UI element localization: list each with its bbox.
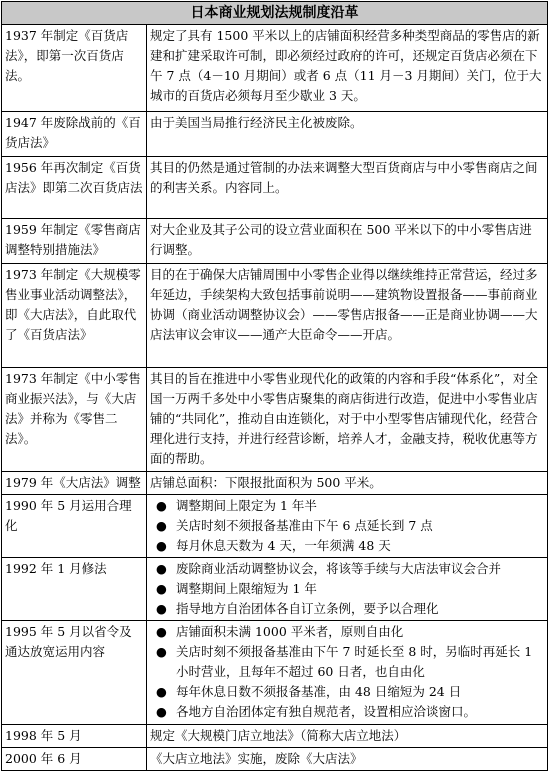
event-cell: 1998 年 5 月 — [2, 725, 147, 748]
list-item — [150, 702, 544, 722]
list-item-text: 调整期间上限定为 1 年半 — [176, 498, 317, 513]
list-item-text: 每月休息天数为 4 天，一年须满 48 天 — [176, 538, 391, 553]
content-cell: 其目的旨在推进中小零售业现代化的政策的内容和手段“体系化”，对全国一万两千多处中小零售店聚集的商店街进行改造，促进中小零售业店铺的“共同化”，推动自由连锁化，对于中小型零售店铺现代化，经营合理化进行支持，并进行经营诊断，培养人才，金融支持，税收优惠等方面的帮助。 — [147, 368, 548, 472]
table-row — [2, 621, 548, 725]
event-cell: 1973 年制定《大规模零售业事业活动调整法》，即《大店法》，自此取代了《百货店法》 — [2, 264, 147, 368]
table-row — [2, 219, 548, 264]
table-title: 日本商业规划法规制度沿革 — [2, 2, 548, 25]
content-cell: 规定《大规模门店立地法》（简称大店立地法） — [147, 725, 548, 748]
list-item-text: 废除商业活动调整协议会，将该等手续与大店法审议会合并 — [176, 561, 502, 576]
list-item-text: 各地方自治团体定有独自规范者，设置相应洽谈窗口。 — [176, 704, 477, 719]
list-item-text: 关店时刻不须报备基准由下午 7 时延长至 8 时，另临时再延长 1 小时营业，且每年不超过 60 日者，也自由化 — [176, 644, 533, 679]
event-cell: 2000 年 6 月 — [2, 748, 147, 771]
list-item — [150, 599, 544, 619]
bullet-icon: ● — [156, 684, 167, 699]
list-item-text: 指导地方自治团体各自订立条例，要予以合理化 — [176, 601, 439, 616]
list-item — [150, 579, 544, 599]
bullet-icon: ● — [156, 644, 167, 659]
table-row — [2, 25, 548, 112]
event-cell: 1973 年制定《中小零售商业振兴法》，与《大店法》并称为《零售二法》。 — [2, 368, 147, 472]
content-cell: 目的在于确保大店铺周围中小零售企业得以继续维持正常营运，经过多年延边，手续架构大致包括事前说明——建筑物设置报备——事前商业协调（商业活动调整协议会）——零售店报备——正是商业协调——大店法审议会审议——通产大臣命令——开店。 — [147, 264, 548, 368]
table-row — [2, 264, 548, 368]
bullet-icon: ● — [156, 561, 167, 576]
table-title-row — [2, 2, 548, 25]
table-row — [2, 112, 548, 157]
regulation-history-table — [1, 1, 548, 771]
list-item — [150, 559, 544, 579]
bullet-list — [150, 496, 544, 556]
content-cell: 由于美国当局推行经济民主化被废除。 — [147, 112, 548, 157]
list-item-text: 调整期间上限缩短为 1 年 — [176, 581, 317, 596]
table-row — [2, 558, 548, 621]
list-item — [150, 516, 544, 536]
list-item-text: 每年休息日数不须报备基准，由 48 日缩短为 24 日 — [176, 684, 462, 699]
bullet-icon: ● — [156, 601, 167, 616]
bullet-icon: ● — [156, 498, 167, 513]
event-cell: 1956 年再次制定《百货店法》即第二次百货店法 — [2, 157, 147, 219]
bullet-list — [150, 622, 544, 722]
bullet-icon: ● — [156, 538, 167, 553]
list-item-text: 店铺面积未满 1000 平米者，原则自由化 — [176, 624, 404, 639]
bullet-icon: ● — [156, 518, 167, 533]
content-cell: 《大店立地法》实施，废除《大店法》 — [147, 748, 548, 771]
content-cell: 店铺总面积：下限报批面积为 500 平米。 — [147, 472, 548, 495]
list-item-text: 关店时刻不须报备基准由下午 6 点延长到 7 点 — [176, 518, 433, 533]
event-cell: 1990 年 5 月运用合理化 — [2, 495, 147, 558]
table-row — [2, 725, 548, 748]
event-cell: 1959 年制定《零售商店调整特别措施法》 — [2, 219, 147, 264]
list-item — [150, 642, 544, 682]
event-cell: 1979 年《大店法》调整 — [2, 472, 147, 495]
content-cell: 对大企业及其子公司的设立营业面积在 500 平米以下的中小零售店进行调整。 — [147, 219, 548, 264]
event-cell: 1992 年 1 月修法 — [2, 558, 147, 621]
content-cell: 其目的仍然是通过管制的办法来调整大型百货商店与中小零售商店之间的利害关系。内容同上。 — [147, 157, 548, 219]
bullet-list — [150, 559, 544, 619]
content-cell — [147, 621, 548, 725]
event-cell: 1937 年制定《百货店法》，即第一次百货店法。 — [2, 25, 147, 112]
bullet-icon: ● — [156, 581, 167, 596]
table-row — [2, 748, 548, 771]
content-cell: 规定了具有 1500 平米以上的店铺面积经营多种类型商品的零售店的新建和扩建采取许可制，即必须经过政府的许可，还规定百货店必须在下午 7 点（4－10 月期间）或者 6 点（11 月－3 月期间）关门，位于大城市的百货店必须每月至少歇业 3 天。 — [147, 25, 548, 112]
content-cell — [147, 495, 548, 558]
table-row — [2, 157, 548, 219]
list-item — [150, 622, 544, 642]
table-row — [2, 368, 548, 472]
list-item — [150, 536, 544, 556]
list-item — [150, 496, 544, 516]
bullet-icon: ● — [156, 624, 167, 639]
list-item — [150, 682, 544, 702]
content-cell — [147, 558, 548, 621]
table-row — [2, 495, 548, 558]
event-cell: 1995 年 5 月以省令及通达放宽运用内容 — [2, 621, 147, 725]
table-row — [2, 472, 548, 495]
bullet-icon: ● — [156, 704, 167, 719]
event-cell: 1947 年废除战前的《百货店法》 — [2, 112, 147, 157]
